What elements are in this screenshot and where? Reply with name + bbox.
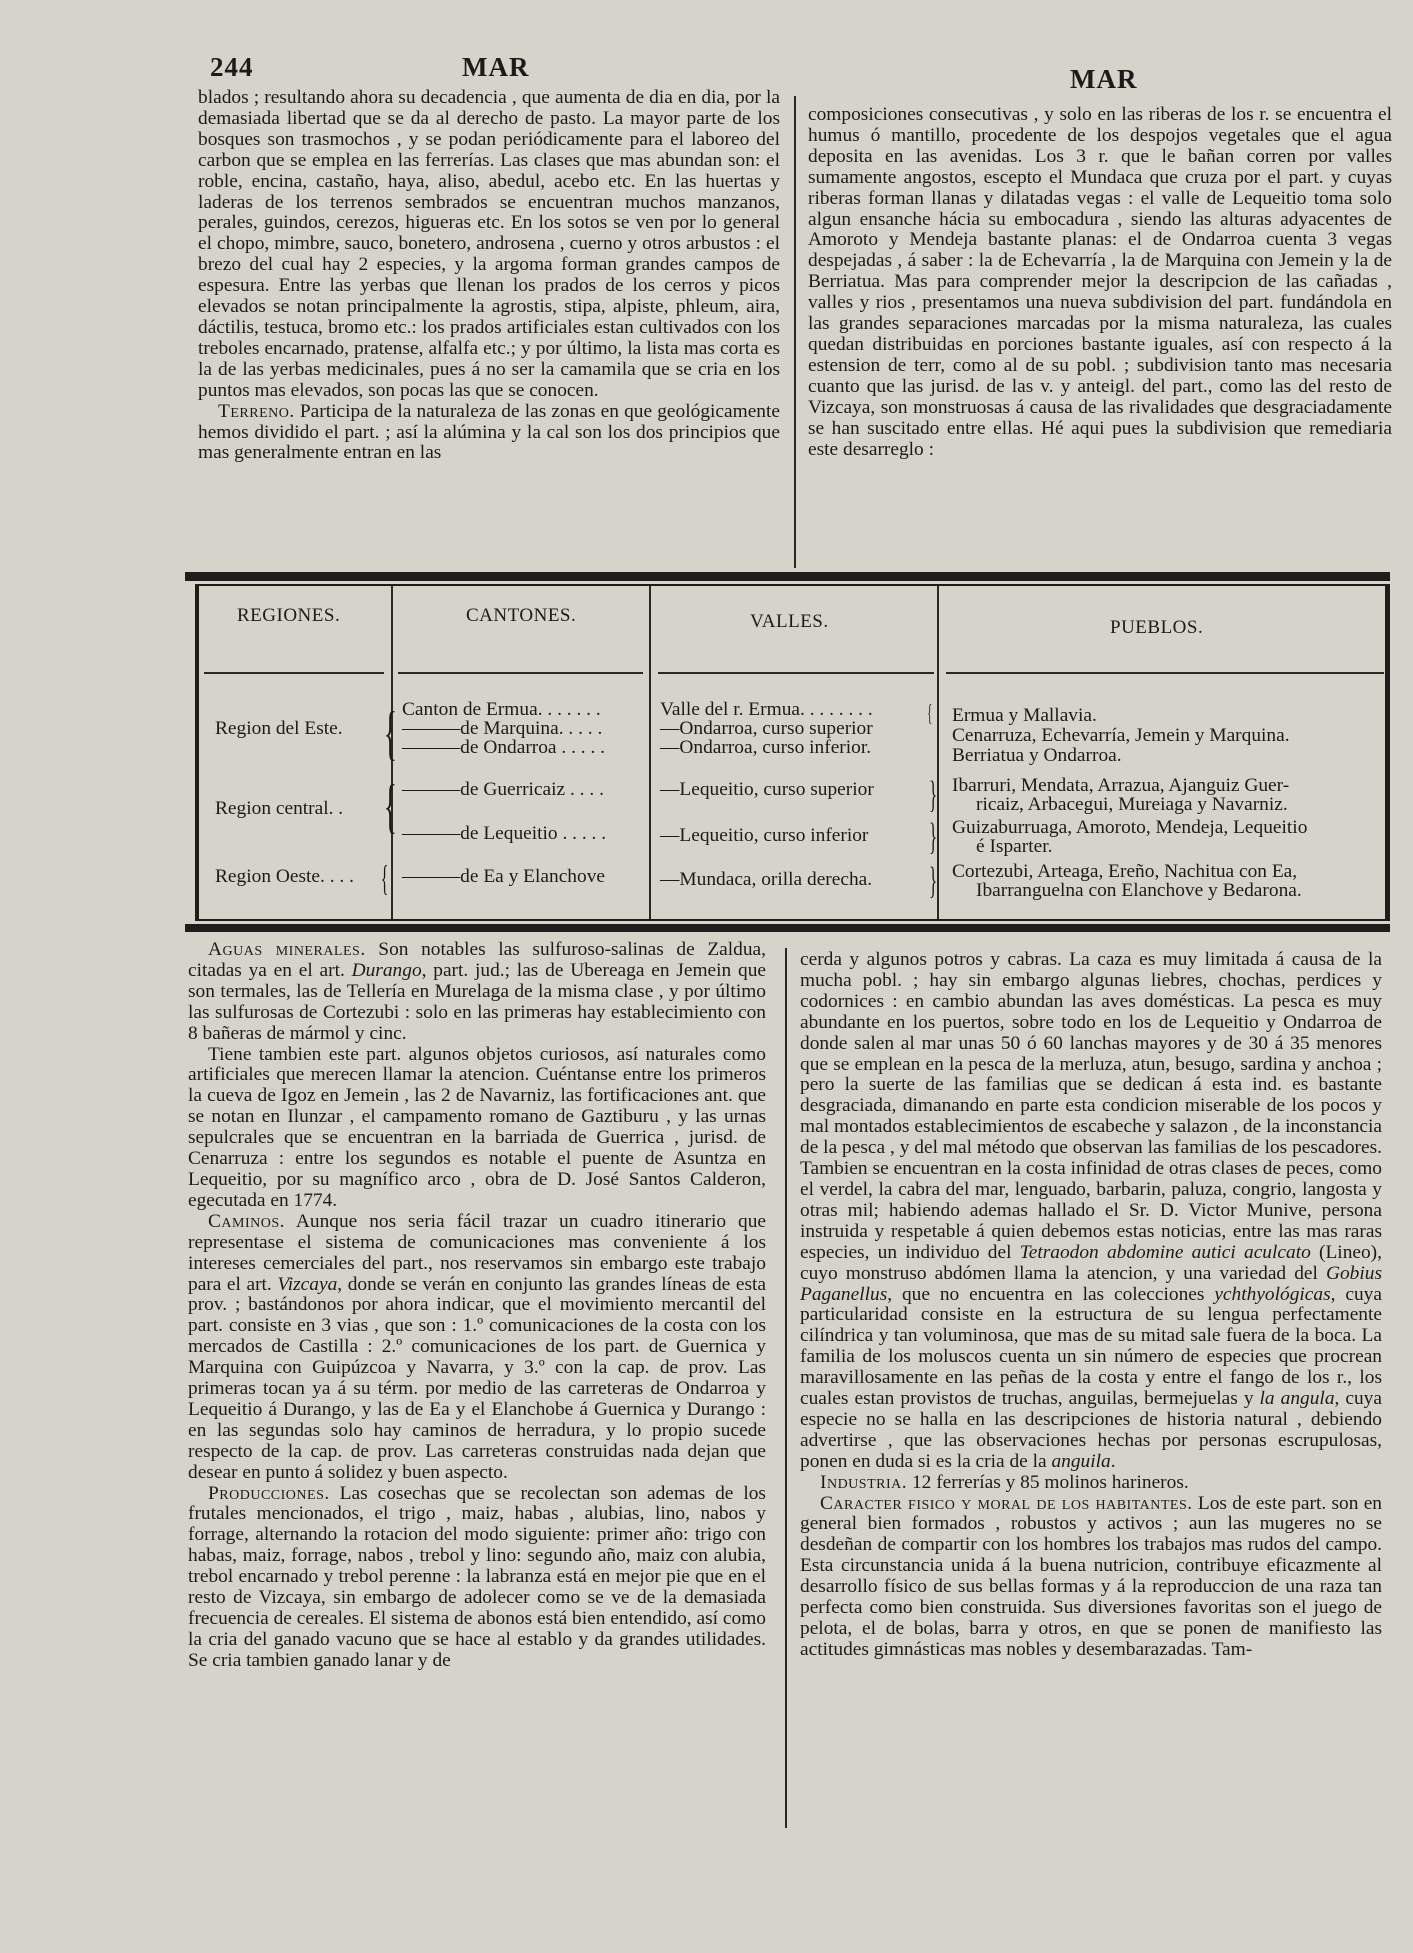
bottom-left-column bbox=[188, 940, 766, 1672]
terreno-label: Terreno. bbox=[218, 400, 295, 422]
terreno-text: Participa de la naturaleza de las zonas en que geológicamente hemos dividido el part. ; así la alúmina y la cal son los dos principios que mas generalmente entran en las bbox=[198, 400, 780, 464]
top-right-column bbox=[808, 105, 1392, 460]
fauna-text-c: , que no encuentra en las colecciones bbox=[887, 1283, 1205, 1305]
valle-mundaca: —Mundaca, orilla derecha. bbox=[660, 869, 873, 890]
table-col-divider-3 bbox=[937, 586, 939, 919]
producciones-text: Las cosechas que se recolectan son ademas de los frutales mencionados, el trigo , maiz, habas , alubias, lino, nabos y forrage, alternando la rotacion del modo siguiente: primer año: trigo con habas, maiz, forrage, nabos , trebol y lino: segundo año, maiz con alubia, trebol encarnado y trebol perenne : la labranza está en mejor pie que en el resto de Vizcaya, sin embargo de adolecer como se ve de la demasiada frecuencia de cereales. El sistema de abonos está bien entendido, así como la cria del ganado vacuno que se hace al establo y da grandes utilidades. Se cria tambien ganado lanar y de bbox=[188, 1482, 766, 1671]
pueblos-lequeitio-2: é Isparter. bbox=[976, 836, 1053, 857]
fauna-text-e: , cuya especie no se halla en las descripciones de historia natural , debiendo advertirse , que las observaciones hechas por personas escrupulosas, ponen en duda si es la cria de la bbox=[800, 1388, 1382, 1472]
fauna-text-a: cerda y algunos potros y cabras. La caza es muy limitada á causa de la mucha pobl. ; hay sin embargo algunas liebres, chochas, perdices y codornices : en cambio abundan las aves domésticas. La pesca es muy abundante en los puertos, sobre todo en los de Lequeitio y Ondarroa de donde salen al mar unas 50 ó 60 lanchas mayores y de 30 á 35 menores que se emplean en la pesca de la merluza, atun, besugo, sardina y anchoa ; pero la suerte de las familias que se dedican á esta ind. es bastante desgraciada, dimanando en parte esta condicion miserable de los pocos y mal montados establecimientos de escabeche y salazon , de la inconstancia de la pesca , y del mal método que observan las familias de los pescadores. Tambien se encuentran en la costa infinidad de otras clases de peces, como el verdel, la cabra del mar, lenguado, barbarin, paluza, congrio, langosta y otras mil; habiendo ademas hallado el Sr. D. Victor Munive, persona instruida y respetable á quien debemos estas noticias, entre las mas raras especies, un individuo del bbox=[800, 949, 1382, 1263]
table-top-rule-thin bbox=[195, 584, 1390, 586]
canton-lequeitio: ———de Lequeitio . . . . . bbox=[402, 823, 607, 844]
caminos-text-2: , donde se verán en conjunto las grandes líneas de esta prov. ; bastándonos por ahora indicar, que el movimiento mercantil del part. consiste en 3 vias , que son : 1.º comunicaciones de la costa con los mercados de Castilla : 2.º comunicaciones de los part. de Guernica y Marquina con Guipúzcoa y Navarra, y 3.º con la cap. de prov. Las primeras tocan ya á su térm. por medio de las carreteras de Ondarroa y Lequeitio á Durango, y las de Ea y el Elanchobe á Guernica y Durango : en las segundas solo hay caminos de herradura, y lo propio sucede respecto de la cap. de prov. Las carreteras construidas nada dejan que desear en punto á solidez y buen aspecto. bbox=[188, 1273, 766, 1483]
table-top-rule bbox=[185, 572, 1390, 581]
valle-lequeitio-inferior: —Lequeitio, curso inferior bbox=[660, 825, 869, 846]
vegetation-paragraph: blados ; resultando ahora su decadencia , que aumenta de dia en dia, por la demasiada libertad que se da al derecho de pasto. La mayor parte de los bosques son trasmochos , y se podan periódicamente para el laboreo del carbon que se emplea en las ferrerías. Las clases que mas abundan son: el roble, encina, castaño, haya, aliso, abedul, acebo etc. En las huertas y laderas de los terrenos sembrados se encuentran muchos manzanos, perales, guindos, cerezos, higueras etc. En los sotos se ven por lo general el chopo, mimbre, sauco, bonetero, androsena , cuerno y otros arbustos : el brezo del cual hay 2 especies, y la argoma forman grandes campos de espesura. Entre las yerbas que llenan los prados de los cerros y picos elevados se notan principalmente la agrostis, stipa, alpiste, phleum, aira, dáctilis, testuca, bromo etc.: los prados artificiales estan cultivados con los treboles encarnado, pratense, alfalfa etc.; y por último, la lista mas corta es la de las yerbas medicinales, pues á no ser la camamila que se cria en los puntos mas elevados, son pocas las que se conocen. bbox=[198, 87, 780, 401]
pueblos-guerricaiz-2: ricaiz, Arbacegui, Mureiaga y Navarniz. bbox=[976, 794, 1288, 815]
producciones-paragraph bbox=[188, 1484, 766, 1672]
right-running-title: MAR bbox=[1070, 64, 1138, 94]
brace-este: { bbox=[383, 700, 397, 766]
caminos-label: Caminos. bbox=[208, 1210, 286, 1232]
bottom-right-column bbox=[800, 950, 1382, 1661]
species-tetraodon: Tetraodon abdomine autici aculcato bbox=[1019, 1241, 1311, 1263]
table-bottom-rule-thin bbox=[195, 919, 1390, 921]
header-cantones: CANTONES. bbox=[466, 605, 577, 626]
header-valles: VALLES. bbox=[750, 611, 829, 632]
table-left-border bbox=[195, 586, 199, 919]
canton-ea-elanchove: ———de Ea y Elanchove bbox=[402, 866, 605, 887]
caracter-paragraph bbox=[800, 1494, 1382, 1661]
caracter-label: Caracter fisico y moral de los habitantes. bbox=[820, 1492, 1193, 1514]
pueblos-guerricaiz-1: Ibarruri, Mendata, Arrazua, Ajanguiz Guer- bbox=[952, 775, 1290, 796]
brace-central: { bbox=[383, 773, 397, 839]
canton-ondarroa: ———de Ondarroa . . . . . bbox=[402, 737, 606, 758]
fauna-text-f: . bbox=[1110, 1450, 1116, 1472]
valle-ermua: Valle del r. Ermua. . . . . . . . bbox=[660, 699, 873, 720]
brace-towns-6: } bbox=[929, 860, 938, 902]
header-underline-3 bbox=[658, 672, 934, 674]
fauna-paragraph bbox=[800, 950, 1382, 1473]
page-number: 244 bbox=[210, 52, 254, 82]
header-regiones: REGIONES. bbox=[237, 605, 341, 626]
header-pueblos: PUEBLOS. bbox=[1110, 617, 1204, 638]
aguas-ref: Durango bbox=[351, 959, 422, 981]
canton-marquina: ———de Marquina. . . . . bbox=[402, 718, 603, 739]
aguas-text-1: Son notables las sulfuroso-salinas de Zaldua, citadas ya en el art. bbox=[188, 939, 767, 981]
header-underline-1 bbox=[204, 672, 384, 674]
top-left-column bbox=[198, 88, 780, 464]
caminos-text-1: Aunque nos seria fácil trazar un cuadro itinerario que representase el sistema de comunicaciones mas conveniente á los intereses cemerciales del part., nos reservamos sin embargo este trabajo para el art. bbox=[188, 1210, 766, 1295]
pueblos-ondarroa: Berriatua y Ondarroa. bbox=[952, 745, 1122, 766]
pueblos-oeste-1: Cortezubi, Arteaga, Ereño, Nachitua con Ea, bbox=[952, 861, 1298, 882]
industria-label: Industria. bbox=[820, 1471, 908, 1493]
industria-text: 12 ferrerías y 85 molinos harineros. bbox=[911, 1471, 1189, 1493]
table-col-divider-2 bbox=[649, 586, 651, 919]
region-central: Region central. . bbox=[215, 798, 344, 819]
header-underline-2 bbox=[398, 672, 643, 674]
top-column-rule bbox=[794, 96, 796, 568]
region-este: Region del Este. bbox=[215, 718, 343, 739]
term-ychthyologicas: ychthyológicas bbox=[1214, 1283, 1331, 1305]
valle-ondarroa-superior: —Ondarroa, curso superior bbox=[660, 718, 873, 739]
aguas-label: Aguas minerales. bbox=[208, 939, 366, 960]
species-gobius: Gobius Paganellus bbox=[800, 1262, 1382, 1305]
canton-guerricaiz: ———de Guerricaiz . . . . bbox=[402, 779, 604, 800]
canton-ermua: Canton de Ermua. . . . . . . bbox=[402, 699, 601, 720]
table-right-border bbox=[1385, 586, 1390, 919]
aguas-text-2: , part. jud.; las de Ubereaga en Jemein que son termales, las de Tellería en Murelaga de la misma clase , y por último las sulfurosas de Cortezubi : solo en las primeras hay establecimiento con 8 bañeras de mármol y cinc. bbox=[188, 959, 767, 1044]
header-underline-4 bbox=[946, 672, 1384, 674]
fauna-text-b: (Lineo), cuyo monstruso abdómen llama la atencion, y una variedad del bbox=[800, 1241, 1382, 1284]
left-running-title: MAR bbox=[462, 52, 530, 82]
pueblos-lequeitio-1: Guizaburruaga, Amoroto, Mendeja, Lequeitio bbox=[952, 817, 1308, 838]
caracter-text: Los de este part. son en general bien formados , robustos y activos ; aun las mugeres no se desdeñan de compartir con los hombres los trabajos mas rudos del campo. Esta circunstancia unida á la buena nutricion, contribuye eficazmente al desarrollo físico de sus bellas formas y á la reproduccion de una raza tan perfecta como bien construida. Sus diversiones favoritas son el juego de pelota, el de bolas, barra y otros, en que se ponen de manifiesto las actitudes gimnásticas mas nobles y desembarazadas. Tam- bbox=[800, 1492, 1382, 1660]
aguas-paragraph bbox=[188, 940, 766, 1045]
valleys-paragraph: composiciones consecutivas , y solo en las riberas de los r. se encuentra el humus ó mantillo, procedente de los despojos vegetales que el agua deposita en las avenidas. Los 3 r. que le bañan corren por valles sumamente angostos, escepto el Mundaca que cruza por el part. y cuyas riberas forman llanas y dilatadas vegas : el valle de Lequeitio toma solo algun ensanche hácia su embocadura , siendo las alturas adyacentes de Amoroto y Mendeja bastante planas: el de Ondarroa cuenta 3 vegas despejadas , á saber : la de Echevarría , la de Marquina con Jemein y la de Berriatua. Mas para comprender mejor la descripcion de las cañadas , valles y rios , presentamos una nueva subdivision del part. fundándola en las grandes separaciones marcadas por la misma naturaleza, las cuales quedan distribuidas en porciones bastante iguales, así con respecto á la estension de terr, como al de su pobl. ; subdivision tanto mas necesaria cuanto que las jurisd. de las v. y anteigl. del part., como las del resto de Vizcaya, son monstruosas á causa de las rivalidades que desgraciadamente se han suscitado entre ellas. Hé aqui pues la subdivision que remediaria este desarreglo : bbox=[808, 104, 1392, 460]
producciones-label: Producciones. bbox=[208, 1482, 330, 1504]
pueblos-oeste-2: Ibarranguelna con Elanchove y Bedarona. bbox=[976, 880, 1302, 901]
species-angula: la angula bbox=[1259, 1388, 1335, 1410]
industria-paragraph bbox=[800, 1473, 1382, 1494]
pueblos-marquina: Cenarruza, Echevarría, Jemein y Marquina. bbox=[952, 725, 1290, 746]
valle-lequeitio-superior: —Lequeitio, curso superior bbox=[660, 779, 874, 800]
table-bottom-rule bbox=[185, 924, 1390, 932]
region-oeste: Region Oeste. . . . bbox=[215, 866, 354, 887]
fauna-text-d: , cuya particularidad consiste en la estructura de su lengua perfectamente cilíndrica y tan voluminosa, que mas de su mitad sale fuera de la boca. La familia de los moluscos cuenta un sin número de especies que procrean maravillosamente en las peñas de la costa y entre el fango de los r., los cuales estan provistos de truchas, anguilas, bermejuelas y bbox=[800, 1283, 1382, 1410]
brace-towns-5: } bbox=[929, 816, 938, 858]
bottom-column-rule bbox=[785, 948, 787, 1828]
caminos-paragraph bbox=[188, 1212, 766, 1484]
curiosos-paragraph: Tiene tambien este part. algunos objetos curiosos, así naturales como artificiales que merecen llamar la atencion. Cuéntanse entre los primeros la cueva de Igoz en Jemein , las 2 de Navarniz, las fortificaciones ant. que se notan en Ilunzar , el campamento romano de Gaztiburu , y las urnas sepulcrales que se encuentran en la barriada de Guerrica , jurisd. de Cenarruza : entre los segundos es notable el puente de Asuntza en Lequeitio, por su magnífico arco , obra de D. José Santos Calderon, egecutada en 1774. bbox=[188, 1043, 766, 1211]
pueblos-ermua: Ermua y Mallavia. bbox=[952, 705, 1097, 726]
brace-towns-4: } bbox=[929, 774, 938, 816]
brace-towns-1: { bbox=[927, 701, 933, 727]
caminos-ref: Vizcaya bbox=[277, 1273, 338, 1295]
valle-ondarroa-inferior: —Ondarroa, curso inferior. bbox=[660, 737, 872, 758]
species-anguila: anguila bbox=[1051, 1450, 1111, 1472]
brace-oeste: { bbox=[380, 858, 389, 898]
terreno-paragraph bbox=[198, 402, 780, 465]
